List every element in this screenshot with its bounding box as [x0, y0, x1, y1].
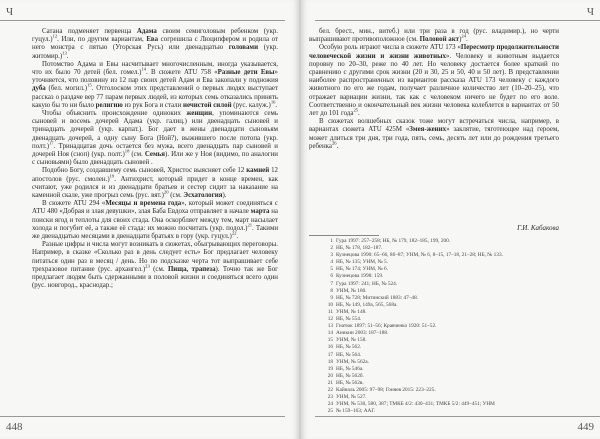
footnote-text: УНМ, № 180. [336, 287, 367, 294]
text-run: . Такими же двенадцатью месяцами в двенадцати братьях в гору (укр. гуцул.) [32, 224, 279, 241]
paragraph [309, 28, 559, 44]
footnote-number: 9 [330, 294, 333, 301]
text-run: 12 апостолов (рус. смолен.) [32, 167, 278, 183]
footnote-number: 6 [330, 273, 333, 280]
footnote-ref: 13 [62, 50, 67, 56]
footnote-text: НБ, № 564. [336, 351, 362, 358]
text-run: Сатана подменяет первенца [42, 28, 137, 35]
footnote-number: 18 [327, 358, 333, 365]
footnotes-list [321, 238, 559, 415]
bold-term: Месяцы и времена года [105, 200, 182, 208]
footnote-item [321, 373, 559, 380]
footnote-number: 16 [327, 344, 333, 351]
footnote-item [321, 309, 559, 316]
footnote-text: НБ, № 728; Митинский 1883: 47–48. [336, 294, 419, 301]
footnote-number: 24 [327, 401, 333, 408]
footnote-number: 12 [327, 316, 333, 323]
footnote-number: 4 [330, 259, 333, 266]
paragraph [309, 118, 559, 151]
paragraph [32, 200, 278, 241]
footnote-item [321, 316, 559, 323]
text-run: . [66, 52, 69, 60]
footnote-number: 10 [327, 301, 333, 308]
footer-rule-right [315, 416, 600, 417]
bold-term: Змея-жених [409, 126, 447, 134]
footnote-item [321, 344, 559, 351]
text-run: (см. [149, 265, 168, 273]
bold-term: Половой акт [419, 36, 460, 44]
text-run: В сюжетах волшебных сказок тоже могут встречаться числа, например, в вариантах сюжета ATU 425M « [309, 118, 559, 134]
footnote-text: Гура 1997: 241; НБ, № 524. [336, 280, 398, 287]
footnote-text: Гура 1997: 257–258; НБ, № 179, 182–185, 199, 200. [336, 238, 451, 244]
footnote-number: 15 [327, 337, 333, 344]
footnote-text: НБ, № 562б. [336, 372, 364, 379]
footnote-item [321, 408, 559, 415]
footnote-item [321, 252, 559, 259]
footnote-number: 2 [330, 245, 333, 252]
footnote-ref: 21 [247, 222, 253, 228]
footnote-item [321, 288, 559, 295]
footnote-item [321, 337, 559, 344]
footnote-item [321, 295, 559, 302]
paragraph [32, 28, 278, 61]
footnote-text: НБ, № 546а. [336, 365, 364, 372]
footnote-item [321, 387, 559, 394]
right-page [301, 0, 600, 439]
paragraph [32, 167, 278, 200]
left-page-body [32, 28, 278, 291]
text-run: согрешила с Люципфером и родила от него монстра с пятью (Угорская Русь) или двенадцатью [32, 36, 278, 52]
text-run: Разные цифры и числа могут возникать в сюжетах, обыгрывающих переговоры. Например, в сказке «Сколько раз в день следует есть» Бог предлагает человеку питаться один раз в месяц / день. Но по подсказке черта тот выпрашивает себе трехразовое питание (рус. архангел.) [32, 241, 278, 273]
footnote-item [321, 273, 559, 280]
text-run: . Антихрист, который придет в конце времен, как считают, уже родился и из двенадцати братьев и сестер сидит за наказание на каменной скале, уже прогрыз семь (рус. вят.) [32, 175, 278, 200]
bold-term: камней [246, 167, 270, 175]
bold-term: женщин [186, 110, 213, 118]
footnote-item [321, 302, 559, 309]
footnote-item [321, 401, 559, 408]
text-run: . Тринадцатая дочь остается без мужа, всего двенадцать пар сыновей и дочерей Ноя (сноп) (укр. полт.) [32, 142, 278, 159]
footnote-number: 17 [327, 351, 333, 358]
page-number-left: 448 [6, 421, 23, 433]
footnote-number: 21 [327, 379, 333, 386]
footnote-item [321, 352, 559, 359]
footnote-number: 7 [330, 280, 333, 287]
footnote-text: НБ, № 149, 149а, 565, 568а. [336, 301, 398, 308]
text-run: ). Или же у Ноя (видимо, по аналогии с сыновьями) было двенадцать сыновей . [32, 151, 278, 167]
page-number-right: 449 [577, 421, 594, 433]
right-page-body [309, 28, 559, 151]
bold-term: религию [95, 101, 123, 109]
text-run: ). [222, 192, 227, 200]
footnote-number: 1 [330, 238, 333, 244]
text-run: . В сюжете ATU 758 « [146, 69, 218, 77]
footnote-number: 5 [330, 266, 333, 273]
bold-term: Ева [146, 36, 159, 44]
footnote-text: УНМ, № 527. [336, 394, 367, 401]
footnote-text: Кайналь 2005: 97–98; Гоняев 2015: 223–225. [336, 386, 436, 393]
footnote-ref: 23 [145, 263, 150, 269]
text-run: (рус. калуж.) [231, 101, 271, 109]
bold-term: дуба [32, 85, 46, 93]
header-rule-left [0, 20, 285, 21]
footnote-ref: 19 [109, 173, 115, 179]
footnote-number: 8 [330, 287, 333, 294]
footnote-item [321, 266, 559, 273]
text-run: ). Точно так же Бог предлагает людям быть сдержанными в половой жизни и соединяться всего один (рус. новгород., краснодар.; [32, 265, 278, 290]
text-run: . [236, 233, 239, 241]
footnote-text: Гнатюк 1897: 51–56; Кравченко 1920: 51–52. [336, 323, 437, 330]
footnote-ref: 14 [141, 66, 147, 72]
text-run: , упоминаются семь сыновей и восемь дочерей Адама (укр. галиц.) или двенадцать сыновей и тринадцать дочерей (укр. карпат.). Бог дает в жены двенадцати сыновьям двенадцать дочерей, а одну сыну Бога (Ной?), выжившего после потопа (укр. полт.) [32, 110, 278, 150]
text-run: ». Человеку и животным выдается поровну по 20–30, реже по 40 лет. Но человеку достается более краткий по сравнению с другими срок жизни (20 и 30, 25 и 50, 40 и 50 лет). В представлении наиболее распространенных из вариантов рассказа ATU 173 человеку с каждого животного по его же годам, получает различное количество лет (10–20–25), что отражает вариации жизни, так как с человеком ничего не будет по его воле. Соответственно и окончательный век жизни человека колеблется в вариантах от 50 лет до 101 года [309, 52, 559, 118]
footnote-ref: 18 [124, 148, 130, 154]
bold-term: Адама [136, 28, 157, 35]
text-run: (бел. могил.) [45, 85, 88, 93]
footer-rule-left [0, 416, 285, 417]
text-run: своим семиголовым ребенком (укр. гуцул.) [32, 28, 278, 44]
footnote-ref: 17 [49, 140, 54, 146]
footnote-number: 13 [327, 323, 333, 330]
text-run: (см. [129, 151, 145, 159]
paragraph [309, 44, 559, 118]
article-author: Г.И. Кабакова [517, 224, 559, 232]
footnote-number: 14 [327, 330, 333, 337]
bold-term: нечистой силой [183, 101, 232, 109]
footnote-text: УНМ, № 530, 580, 387; ТМКБ 4/2: 430–431; ТМКБ 5/2: 449–451; УНМ [336, 401, 495, 408]
text-run: . Отголоском этих представлений о первых людях выступает рассказ о раздаче вер 77 парам первых людей, из которых семь отказались принять какую бы то ни было [32, 85, 278, 109]
footnote-number: 11 [327, 308, 333, 315]
text-run: Подобно Богу, создавшему семь сыновей, Христос выясняет себе 12 [42, 167, 247, 175]
bold-term: Семья [144, 151, 166, 159]
footnote-item [321, 238, 559, 245]
text-run: В сюжете ATU 294 « [42, 200, 106, 208]
paragraph [32, 110, 278, 167]
paragraph [32, 241, 278, 290]
text-run: (укр. житомир.) [32, 44, 278, 60]
footnote-text: НБ, № 178, 182–187. [336, 245, 383, 252]
text-run: ) [459, 36, 462, 44]
footnote-ref: 12 [52, 33, 58, 39]
text-run: на поиски ягод и теплоты для своих стада. Она оскорбляет между тем, март насылает холода и погубит её, а также её стада: их можно посчитать (укр. подол.) [32, 208, 278, 232]
footnote-item [321, 323, 559, 330]
footnote-ref: 16 [270, 99, 276, 105]
footnote-item [321, 245, 559, 252]
footnote-text: НБ, № 174; УНМ, № 6. [336, 266, 388, 273]
footnote-ref: 25 [353, 107, 359, 113]
footnote-text: № 159–163; ААГ. [336, 408, 376, 415]
footnote-text: Аникин 2003: 187–188. [336, 330, 389, 337]
footnote-text: Кузнецова 1998: 159. [336, 273, 384, 280]
footnotes-rule [309, 235, 379, 236]
footnote-item [321, 366, 559, 373]
text-run: . [275, 101, 278, 109]
text-run: Чтобы объяснить происхождение одиноких [42, 110, 187, 118]
footnote-ref: 22 [231, 230, 237, 236]
footnote-ref: 20 [163, 189, 169, 195]
footnote-number: 23 [327, 394, 333, 401]
header-rule-right [315, 20, 600, 21]
text-run: . [465, 36, 468, 44]
bold-term: Пища, трапеза [167, 265, 216, 273]
text-run: » уточняется, что половину из 12 пар своих детей Адам и Ева закопали у подножия [32, 69, 278, 85]
footnote-item [321, 259, 559, 266]
footnote-text: УНМ, № 158. [336, 337, 367, 344]
paragraph [32, 61, 278, 110]
text-run: (см. [168, 192, 184, 200]
footnote-item [321, 359, 559, 366]
text-run: из рук Бога и стали [122, 101, 184, 109]
running-head-left: Ч [6, 6, 14, 18]
footnote-ref: 24 [461, 33, 466, 39]
bold-term: Разные дети Евы [217, 69, 275, 77]
footnote-number: 25 [327, 408, 333, 415]
footnote-text: НБ, № 562в. [336, 379, 364, 386]
footnote-text: УНМ, № 562а. [336, 358, 369, 365]
left-page [0, 0, 299, 439]
footnote-number: 20 [327, 372, 333, 379]
text-run: Потомство Адама и Евы насчитывает многочисленным, иногда указывается, что их было 70 детей (бел. гомел.) [32, 60, 278, 77]
footnote-text: Кузнецова 1990: 65–66, 86–87; УНМ, № 6, 8–15, 17–18, 21–28; НБ, № 133. [336, 252, 503, 259]
bold-term: Эсхатология [183, 192, 223, 200]
text-run: Особую роль играют числа в сюжете ATU 173 « [319, 44, 461, 52]
footnote-ref: 26 [331, 140, 337, 146]
text-run: . [336, 142, 339, 150]
footnote-ref: 15 [87, 83, 92, 89]
text-run: » заклятие, тяготеющее над героем, может длиться три дня, три года, пять, семь, десять лет или до рождения третьего ребенка [309, 126, 559, 150]
text-run: . Или, по другим вариантам, [57, 36, 147, 44]
text-run: », который может соединяться с ATU 480 «Добрая и злая девушки», злая Баба Евдоха отправляет в начале [32, 200, 278, 216]
footnote-number: 19 [327, 365, 333, 372]
footnote-number: 22 [327, 386, 333, 393]
footnote-item [321, 380, 559, 387]
footnote-text: НБ, № 554. [336, 316, 362, 323]
footnote-number: 3 [330, 252, 333, 259]
footnote-text: НБ, № 562. [336, 344, 362, 351]
footnote-text: УНМ, № 148. [336, 308, 367, 315]
footnote-text: НБ, № 135; УНМ, № 5. [336, 259, 388, 266]
footnote-item [321, 394, 559, 401]
footnote-item [321, 330, 559, 337]
text-run: . [358, 110, 360, 118]
bold-term: марта [250, 208, 270, 216]
text-run: бел. брест., мин., витеб.) или три раза в год (рус. владимир.), но черти выпрашивают противоположное (см. [309, 28, 559, 44]
bold-term: Пересмотр продолжительности человеческой жизни и жизни животных [309, 44, 559, 60]
footnote-item [321, 281, 559, 288]
running-head-right: Ч [586, 6, 594, 18]
bold-term: головами [228, 44, 259, 52]
